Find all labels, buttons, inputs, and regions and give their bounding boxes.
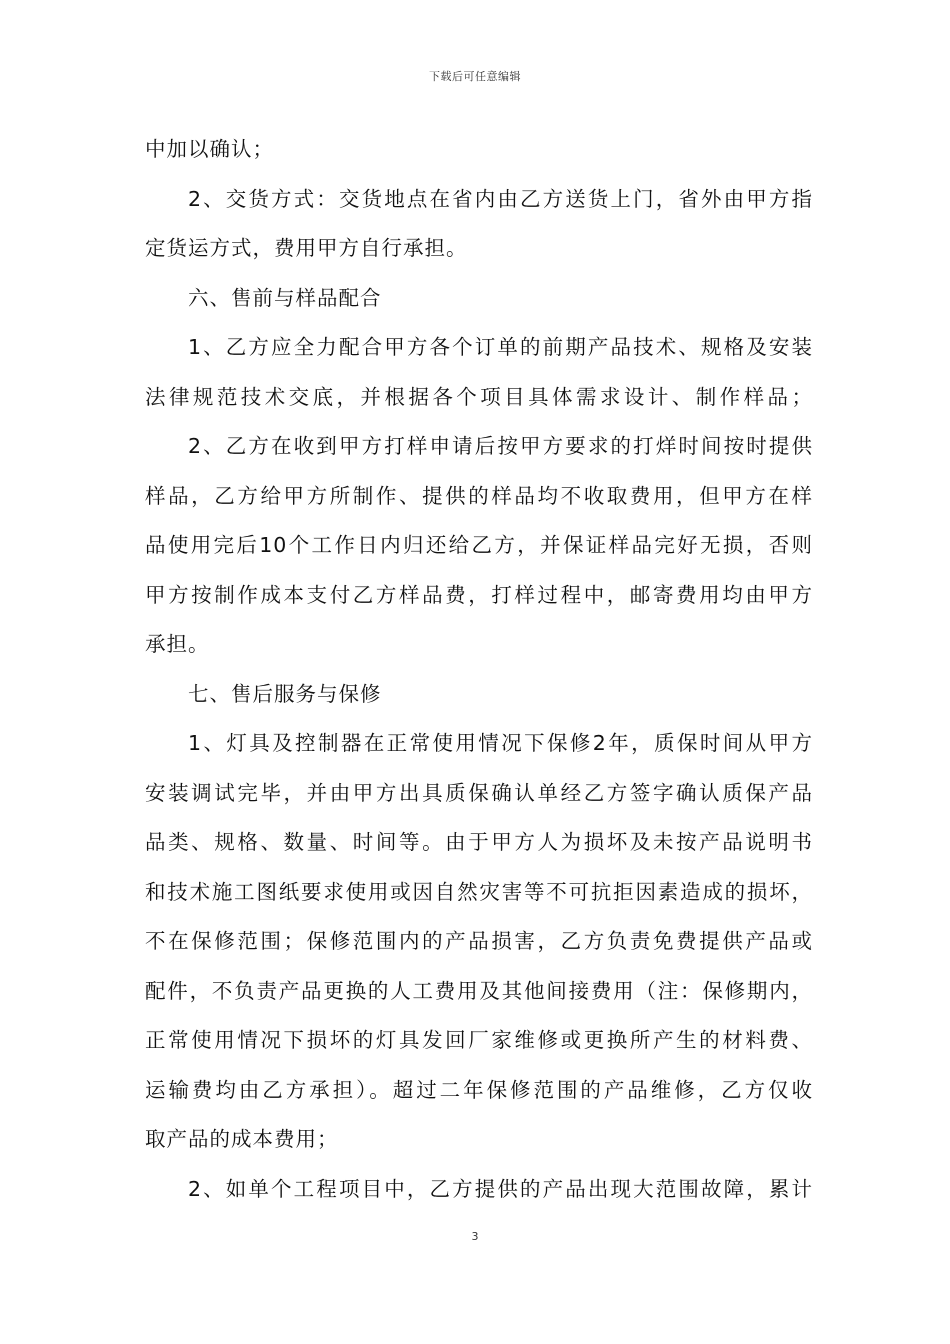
text-line: 样品，乙方给甲方所制作、提供的样品均不收取费用，但甲方在样 bbox=[145, 483, 813, 508]
text-line: 品类、规格、数量、时间等。由于甲方人为损坏及未按产品说明书 bbox=[145, 830, 813, 854]
text-line: 取产品的成本费用； bbox=[145, 1127, 339, 1151]
text-line: 定货运方式，费用甲方自行承担。 bbox=[145, 236, 468, 260]
text-line: 七、售后服务与保修 bbox=[188, 681, 382, 706]
text-line: 甲方按制作成本支付乙方样品费，打样过程中，邮寄费用均由甲方 bbox=[145, 582, 813, 607]
text-line: 六、售前与样品配合 bbox=[188, 285, 382, 310]
text-line: 1、灯具及控制器在正常使用情况下保修2年，质保时间从甲方 bbox=[188, 731, 813, 755]
text-line: 中加以确认； bbox=[145, 137, 274, 161]
text-line: 承担。 bbox=[145, 632, 210, 656]
text-line: 配件，不负责产品更换的人工费用及其他间接费用（注：保修期内， bbox=[145, 978, 813, 1003]
text-line: 品使用完后10个工作日内归还给乙方，并保证样品完好无损，否则 bbox=[145, 533, 813, 557]
text-line: 和技术施工图纸要求使用或因自然灾害等不可抗拒因素造成的损坏， bbox=[145, 879, 813, 904]
text-line: 2、乙方在收到甲方打样申请后按甲方要求的打烊时间按时提供 bbox=[188, 434, 813, 458]
page-header: 下载后可任意编辑 bbox=[429, 70, 521, 83]
text-line: 不在保修范围；保修范围内的产品损害，乙方负责免费提供产品或 bbox=[145, 929, 813, 953]
document-body bbox=[145, 125, 813, 1214]
text-line: 1、乙方应全力配合甲方各个订单的前期产品技术、规格及安装 bbox=[188, 335, 813, 359]
text-line: 安装调试完毕，并由甲方出具质保确认单经乙方签字确认质保产品 bbox=[145, 780, 813, 805]
text-line: 运输费均由乙方承担）。超过二年保修范围的产品维修，乙方仅收 bbox=[145, 1077, 813, 1102]
text-line: 2、交货方式：交货地点在省内由乙方送货上门，省外由甲方指 bbox=[188, 186, 813, 211]
text-line: 法律规范技术交底，并根据各个项目具体需求设计、制作样品； bbox=[145, 384, 813, 409]
text-line: 正常使用情况下损坏的灯具发回厂家维修或更换所产生的材料费、 bbox=[145, 1028, 813, 1052]
text-line: 2、如单个工程项目中，乙方提供的产品出现大范围故障，累计 bbox=[188, 1176, 813, 1201]
page-number: 3 bbox=[471, 1230, 479, 1243]
